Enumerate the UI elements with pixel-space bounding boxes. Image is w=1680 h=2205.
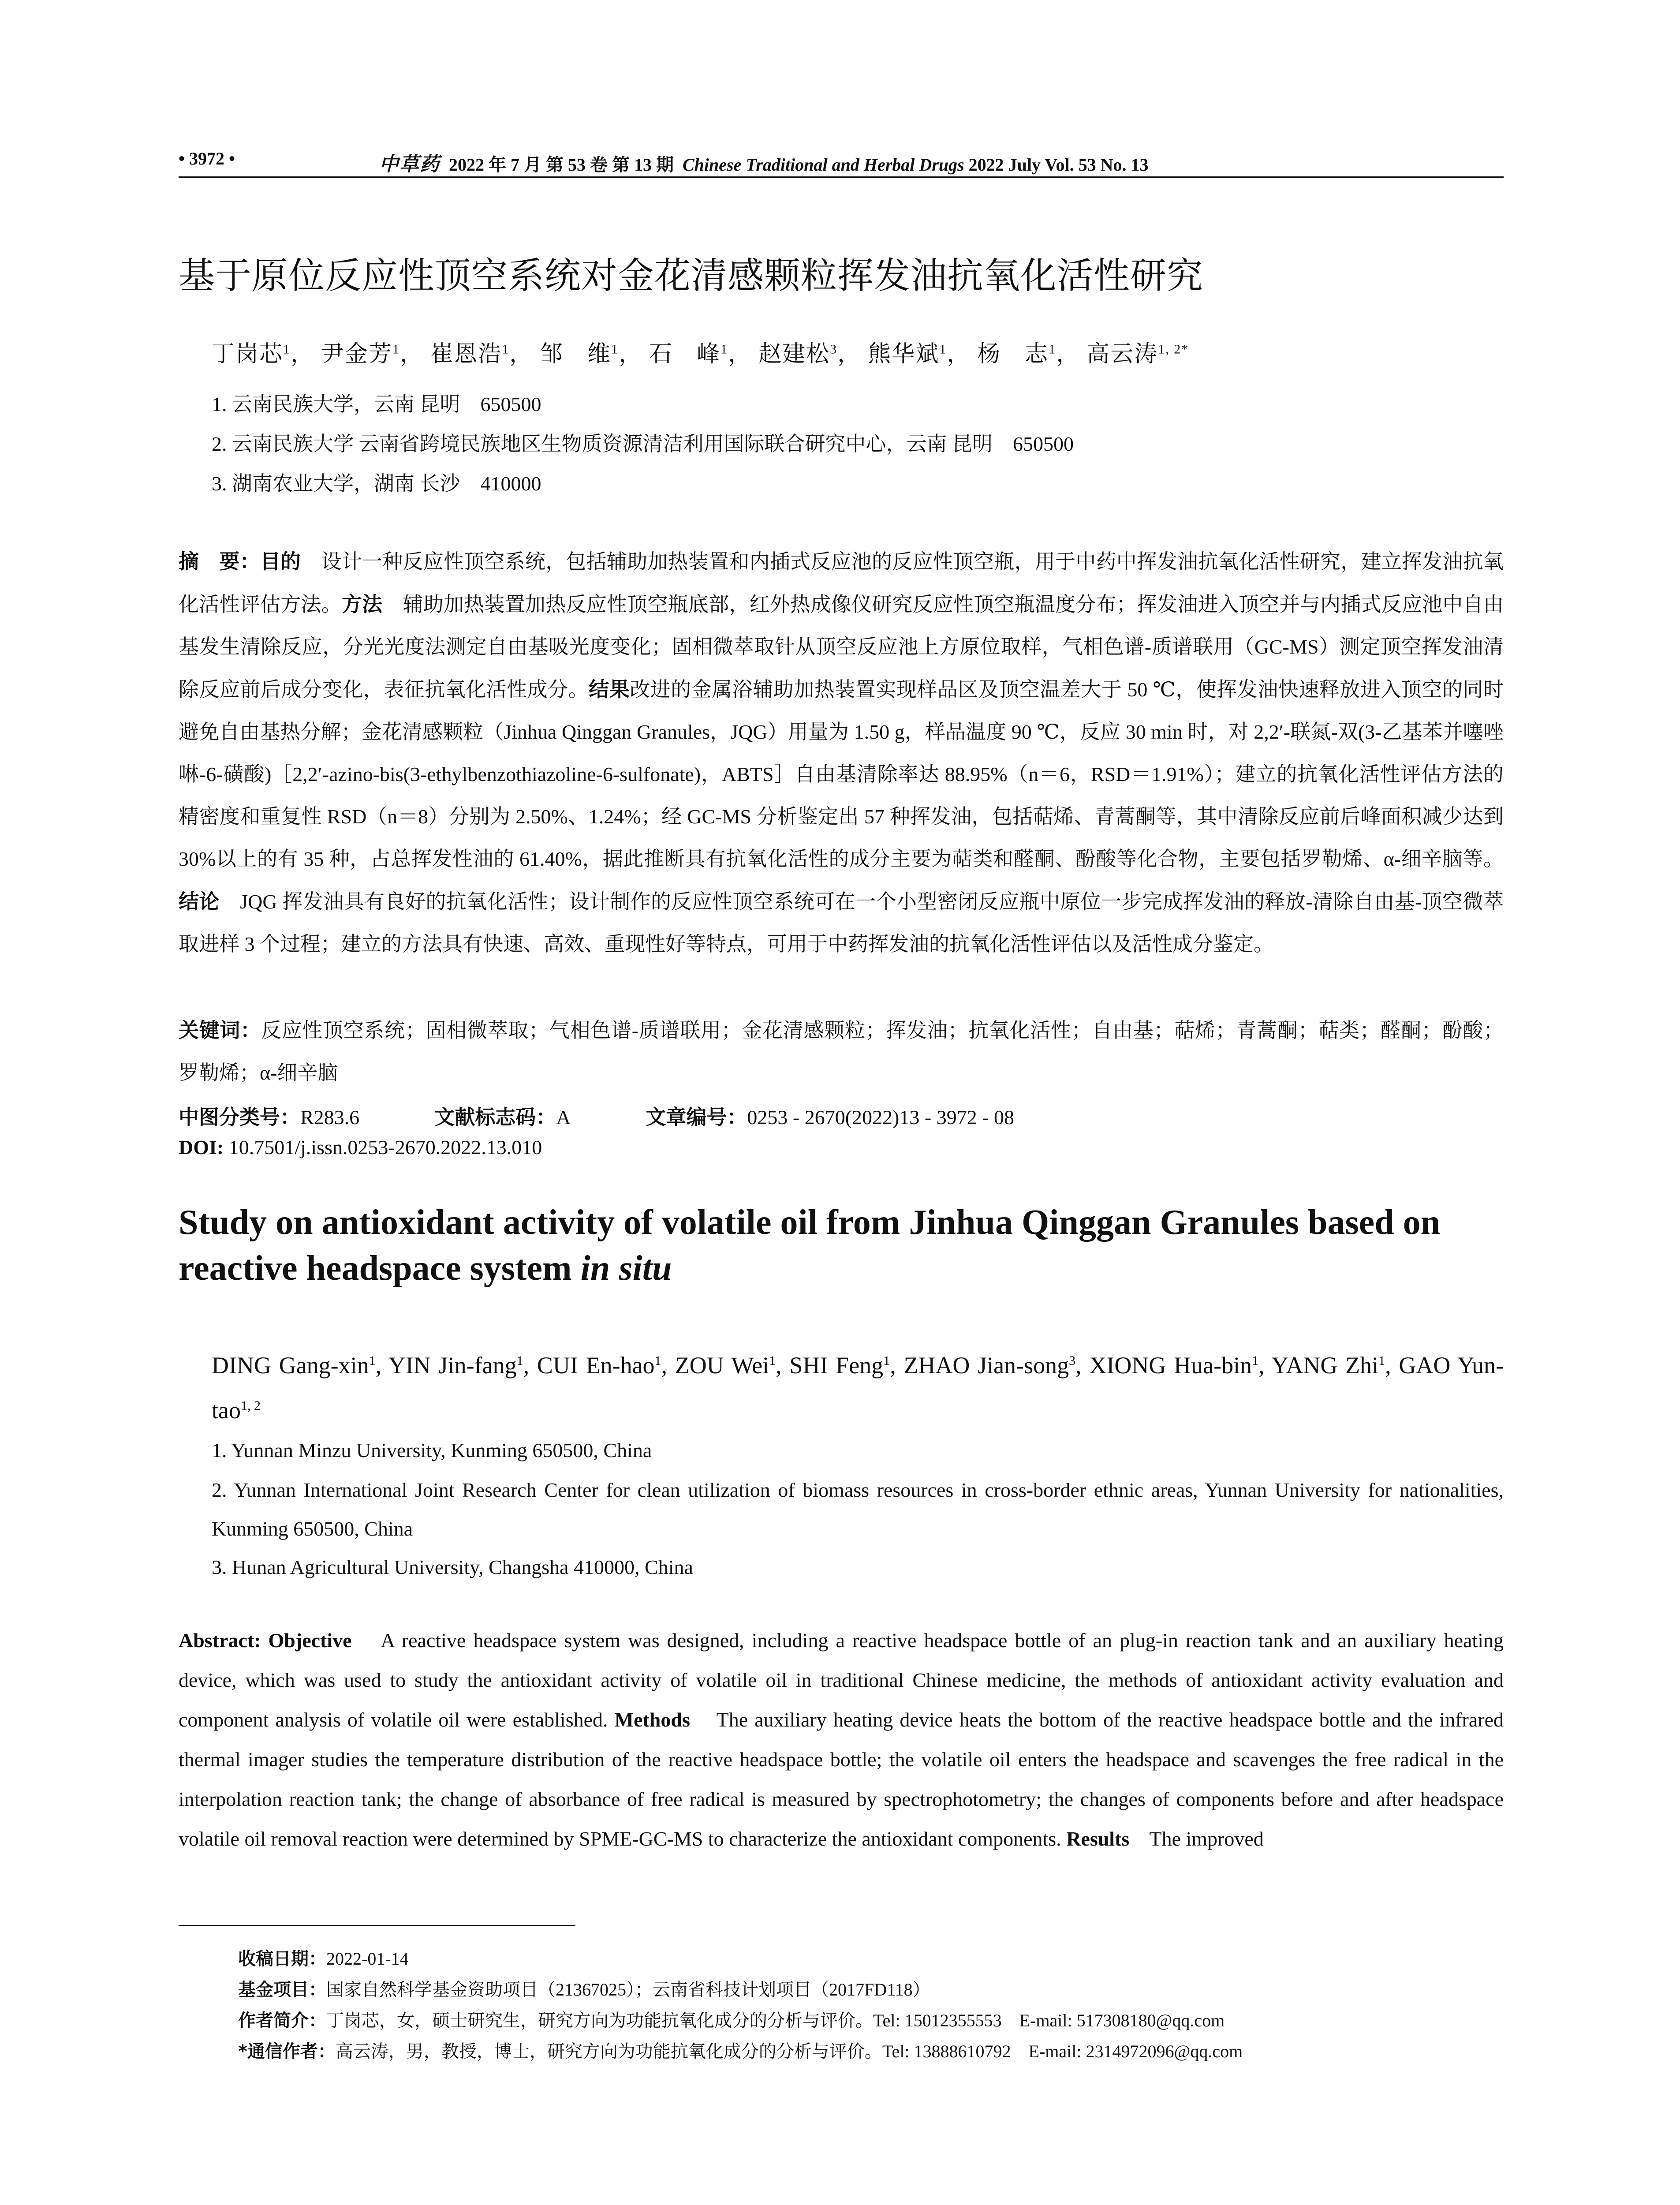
abstract-zh xyxy=(179,540,1504,965)
affiliation-en: 1. Yunnan Minzu University, Kunming 650500, China xyxy=(212,1439,652,1461)
results-label: 结果 xyxy=(589,677,630,701)
issue-en: 2022 July Vol. 53 No. 13 xyxy=(968,155,1149,175)
conclusion-text: JQG 挥发油具有良好的抗氧化活性；设计制作的反应性顶空系统可在一个小型密闭反应瓶中原位一步完成挥发油的释放-清除自由基-顶空微萃取进样 3 个过程；建立的方法具有快速、高效、重现性好等特点，可用于中药挥发油的抗氧化活性评估以及活性成分鉴定。 xyxy=(179,890,1504,955)
footnote-author-bio xyxy=(238,2007,1225,2032)
footnote-text: 高云涛，男，教授，博士，研究方向为功能抗氧化成分的分析与评价。Tel: 13888610792 E-mail: 2314972096@qq.com xyxy=(335,2041,1243,2061)
running-header xyxy=(179,145,1504,174)
abstract-en-label: Abstract: Objective xyxy=(179,1629,352,1652)
doc-code-label: 文献标志码： xyxy=(434,1105,556,1129)
footnote-label: 收稿日期： xyxy=(238,1949,326,1969)
methods-en-text: The auxiliary heating device heats the bottom of the reactive headspace bottle and the infrared thermal imager studies the temperature distribution of the reactive headspace bottle; the volatile oil enters the headspace and scavenges the free radical in the interpolation reaction tank; the change of absorbance of free radical is measured by spectrophotometry; the changes of components before and after headspace volatile oil removal reaction were determined by SPME-GC-MS to characterize the antioxidant components. xyxy=(179,1708,1504,1850)
author-en: GAO Yun-tao xyxy=(212,1352,1504,1424)
keywords-label: 关键词： xyxy=(179,1018,261,1042)
header-rule xyxy=(179,176,1504,178)
clc-label: 中图分类号： xyxy=(179,1105,300,1129)
article-no-label: 文章编号： xyxy=(646,1105,747,1129)
article-no-value: 0253 - 2670(2022)13 - 3972 - 08 xyxy=(747,1106,1015,1129)
author-en: CUI En-hao xyxy=(537,1352,655,1379)
affiliation-zh: 1. 云南民族大学，云南 昆明 650500 xyxy=(212,393,541,415)
doi-line xyxy=(179,1136,542,1159)
methods-label: 方法 xyxy=(341,592,383,616)
author-aff: 1 xyxy=(654,1353,661,1368)
footnote-rule xyxy=(179,1925,575,1926)
author-aff: 3 xyxy=(1069,1353,1076,1368)
footnote-label: *通信作者： xyxy=(238,2041,336,2062)
author-en: XIONG Hua-bin xyxy=(1089,1352,1252,1379)
authors-zh: 丁岗芯$^1$， 尹金芳$^1$， 崔恩浩$^1$， 邹 维$^1$， 石 峰$^1$， 赵建松$^3$， 熊华斌$^1$， 杨 志$^1$， 高云涛$^{1, 2*}$ xyxy=(212,342,1189,367)
author-zh: 石 峰 xyxy=(649,342,721,367)
author-aff: 1, 2* xyxy=(1158,342,1189,357)
author-zh: 杨 志 xyxy=(977,342,1049,367)
author-aff: 3 xyxy=(830,342,838,357)
objective-label: 目的 xyxy=(260,549,301,573)
journal-line xyxy=(379,148,1149,176)
footnote-label: 作者简介： xyxy=(238,2011,326,2031)
title-en-main: Study on antioxidant activity of volatile oil from Jinhua Qinggan Granules based on reactive headspace system xyxy=(179,1203,1441,1288)
author-zh: 崔恩浩 xyxy=(430,342,502,367)
keywords-text: 反应性顶空系统；固相微萃取；气相色谱-质谱联用；金花清感颗粒；挥发油；抗氧化活性；自由基；萜烯；青蒿酮；萜类；醛酮；酚酸；罗勒烯；α-细辛脑 xyxy=(179,1019,1504,1084)
page-number: • 3972 • xyxy=(179,149,235,168)
author-zh: 丁岗芯 xyxy=(212,342,284,367)
author-aff: 1 xyxy=(769,1353,776,1368)
author-aff: 1 xyxy=(369,1353,376,1368)
author-zh: 高云涛 xyxy=(1086,342,1158,367)
author-zh: 熊华斌 xyxy=(868,342,940,367)
author-aff: 1 xyxy=(883,1353,890,1368)
author-en: SHI Feng xyxy=(789,1352,884,1379)
author-aff: 1 xyxy=(721,342,728,357)
objective-text: 设计一种反应性顶空系统，包括辅助加热装置和内插式反应池的反应性顶空瓶，用于中药中挥发油抗氧化活性研究，建立挥发油抗氧化活性评估方法。 xyxy=(179,550,1504,616)
footnote-received xyxy=(238,1945,409,1970)
methods-text: 辅助加热装置加热反应性顶空瓶底部，红外热成像仪研究反应性顶空瓶温度分布；挥发油进入顶空并与内插式反应池中自由基发生清除反应，分光光度法测定自由基吸光度变化；固相微萃取针从顶空反应池上方原位取样，气相色谱-质谱联用（GC-MS）测定顶空挥发油清除反应前后成分变化，表征抗氧化活性成分。 xyxy=(179,593,1504,701)
title-zh: 基于原位反应性顶空系统对金花清感颗粒挥发油抗氧化活性研究 xyxy=(179,255,1204,297)
author-aff: 1 xyxy=(1378,1353,1385,1368)
journal-logo: 中草药 xyxy=(379,153,440,176)
author-aff: 1 xyxy=(611,342,619,357)
clc-value: R283.6 xyxy=(300,1106,360,1129)
conclusion-label: 结论 xyxy=(179,889,220,913)
abstract-en xyxy=(179,1621,1504,1859)
footnote-text: 国家自然科学基金资助项目（21367025）；云南省科技计划项目（2017FD118） xyxy=(326,1980,930,1999)
results-en-text: The improved xyxy=(1149,1828,1264,1850)
objective-en-text: A reactive headspace system was designed, including a reactive headspace bottle of an plug-in reaction tank and an auxiliary heating device, which was used to study the antioxidant activity of volatile oil in traditional Chinese medicine, the methods of antioxidant activity evaluation and component analysis of volatile oil were established. xyxy=(179,1629,1504,1731)
author-aff: 1 xyxy=(516,1353,523,1368)
author-zh: 邹 维 xyxy=(540,342,612,367)
author-aff: 1 xyxy=(1252,1353,1259,1368)
author-aff: 1 xyxy=(939,342,947,357)
journal-name-en: Chinese Traditional and Herbal Drugs xyxy=(683,155,964,175)
author-aff: 1 xyxy=(1049,342,1057,357)
author-en: YANG Zhi xyxy=(1271,1352,1379,1379)
author-aff: 1, 2 xyxy=(240,1398,261,1413)
affiliation-en: 2. Yunnan International Joint Research Center for clean utilization of biomass resources in cross-border ethnic areas, Yunnan University for nationalities, Kunming 650500, China xyxy=(212,1479,1504,1540)
footnote-label: 基金项目： xyxy=(238,1980,326,2000)
issue-zh: 2022 年 7 月 第 53 卷 第 13 期 xyxy=(449,155,674,175)
author-zh: 赵建松 xyxy=(758,342,830,367)
keywords-zh xyxy=(179,1009,1504,1094)
doi-value[interactable]: 10.7501/j.issn.0253-2670.2022.13.010 xyxy=(228,1136,542,1159)
footnote-funding xyxy=(238,1976,930,2001)
title-en xyxy=(179,1200,1504,1291)
abstract-label: 摘 要： xyxy=(179,549,260,573)
results-text: 改进的金属浴辅助加热装置实现样品区及顶空温差大于 50 ℃，使挥发油快速释放进入顶空的同时避免自由基热分解；金花清感颗粒（Jinhua Qinggan Granules，JQG）用量为 1.50 g，样品温度 90 ℃，反应 30 min 时，对 2,2′-联氮-双(3-乙基苯并噻唑啉-6-磺酸)［2,2′-azino-bis(3-ethylbenzothiazoline-6-sulfonate)，ABTS］自由基清除率达 88.95%（n＝6，RSD＝1.91%）；建立的抗氧化活性评估方法的精密度和重复性 RSD（n＝8）分别为 2.50%、1.24%；经 GC-MS 分析鉴定出 57 种挥发油，包括萜烯、青蒿酮等，其中清除反应前后峰面积减少达到 30%以上的有 35 种，占总挥发性油的 61.40%，据此推断具有抗氧化活性的成分主要为萜类和醛酮、酚酸等化合物，主要包括罗勒烯、α-细辛脑等。 xyxy=(179,678,1504,870)
doi-label: DOI: xyxy=(179,1136,224,1159)
doc-code-value: A xyxy=(556,1106,571,1129)
affiliation-en: 3. Hunan Agricultural University, Changsha 410000, China xyxy=(212,1556,693,1578)
author-en: ZOU Wei xyxy=(675,1352,769,1379)
classification-line xyxy=(179,1096,1504,1139)
title-en-italic: in situ xyxy=(580,1249,672,1288)
author-en: YIN Jin-fang xyxy=(388,1352,517,1379)
results-en-label: Results xyxy=(1066,1828,1130,1850)
footnote-text: 2022-01-14 xyxy=(326,1949,409,1969)
methods-en-label: Methods xyxy=(614,1708,690,1731)
author-aff: 1 xyxy=(283,342,291,357)
affiliation-zh: 3. 湖南农业大学，湖南 长沙 410000 xyxy=(212,472,541,495)
author-en: ZHAO Jian-song xyxy=(903,1352,1069,1379)
authors-en: DING Gang-xin$^1$, YIN Jin-fang$^1$, CUI En-hao$^1$, ZOU Wei$^1$, SHI Feng$^1$, ZHAO Jian-song$^3$, XIONG Hua-bin$^1$, YANG Zhi$^1$, GAO Yun-tao$^{1, 2}$ xyxy=(212,1352,1504,1424)
author-en: DING Gang-xin xyxy=(212,1352,369,1379)
affiliation-zh: 2. 云南民族大学 云南省跨境民族地区生物质资源清洁利用国际联合研究中心，云南 昆明 650500 xyxy=(212,433,1074,455)
author-aff: 1 xyxy=(392,342,400,357)
author-aff: 1 xyxy=(502,342,510,357)
author-zh: 尹金芳 xyxy=(321,342,393,367)
footnote-text: 丁岗芯，女，硕士研究生，研究方向为功能抗氧化成分的分析与评价。Tel: 15012355553 E-mail: 517308180@qq.com xyxy=(326,2011,1225,2030)
footnote-corresponding xyxy=(238,2037,1243,2063)
